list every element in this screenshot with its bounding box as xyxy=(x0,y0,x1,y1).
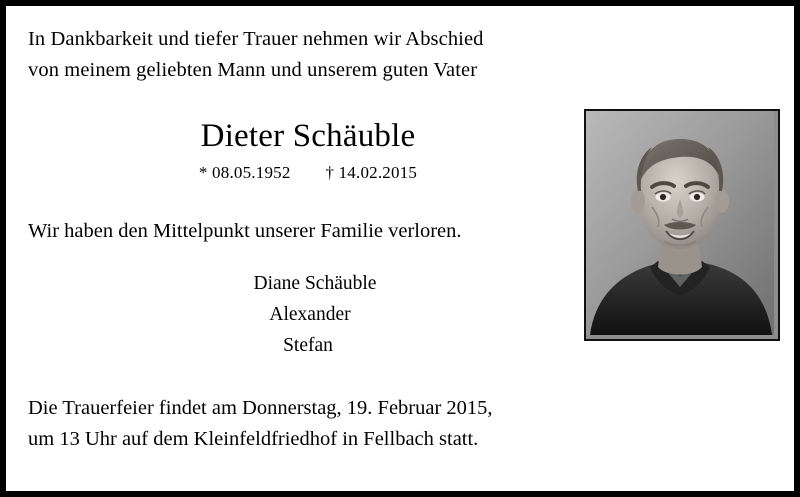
portrait-image xyxy=(586,111,774,335)
list-item: Alexander xyxy=(269,304,351,325)
intro-line-1: In Dankbarkeit und tiefer Trauer nehmen wir Abschied xyxy=(28,28,484,50)
obituary-text-column xyxy=(28,20,588,455)
portrait-photo xyxy=(584,109,780,341)
life-dates xyxy=(28,163,588,183)
deceased-name: Dieter Schäuble xyxy=(200,118,416,154)
obituary-inner xyxy=(6,6,794,491)
birth-date: * 08.05.1952 xyxy=(198,163,291,182)
list-item: Diane Schäuble xyxy=(253,273,377,294)
survivors-list xyxy=(28,268,588,361)
memorial-sentence: Wir haben den Mittelpunkt unserer Familie verloren. xyxy=(28,220,462,242)
intro-paragraph xyxy=(28,20,588,86)
closing-line-2: um 13 Uhr auf dem Kleinfeldfriedhof in Fellbach statt. xyxy=(28,428,479,450)
closing-line-1: Die Trauerfeier findet am Donnerstag, 19. Februar 2015, xyxy=(28,397,493,419)
funeral-details xyxy=(28,393,588,455)
death-date: † 14.02.2015 xyxy=(325,163,418,182)
intro-line-2: von meinem geliebten Mann und unserem guten Vater xyxy=(28,59,478,81)
list-item: Stefan xyxy=(283,335,333,356)
